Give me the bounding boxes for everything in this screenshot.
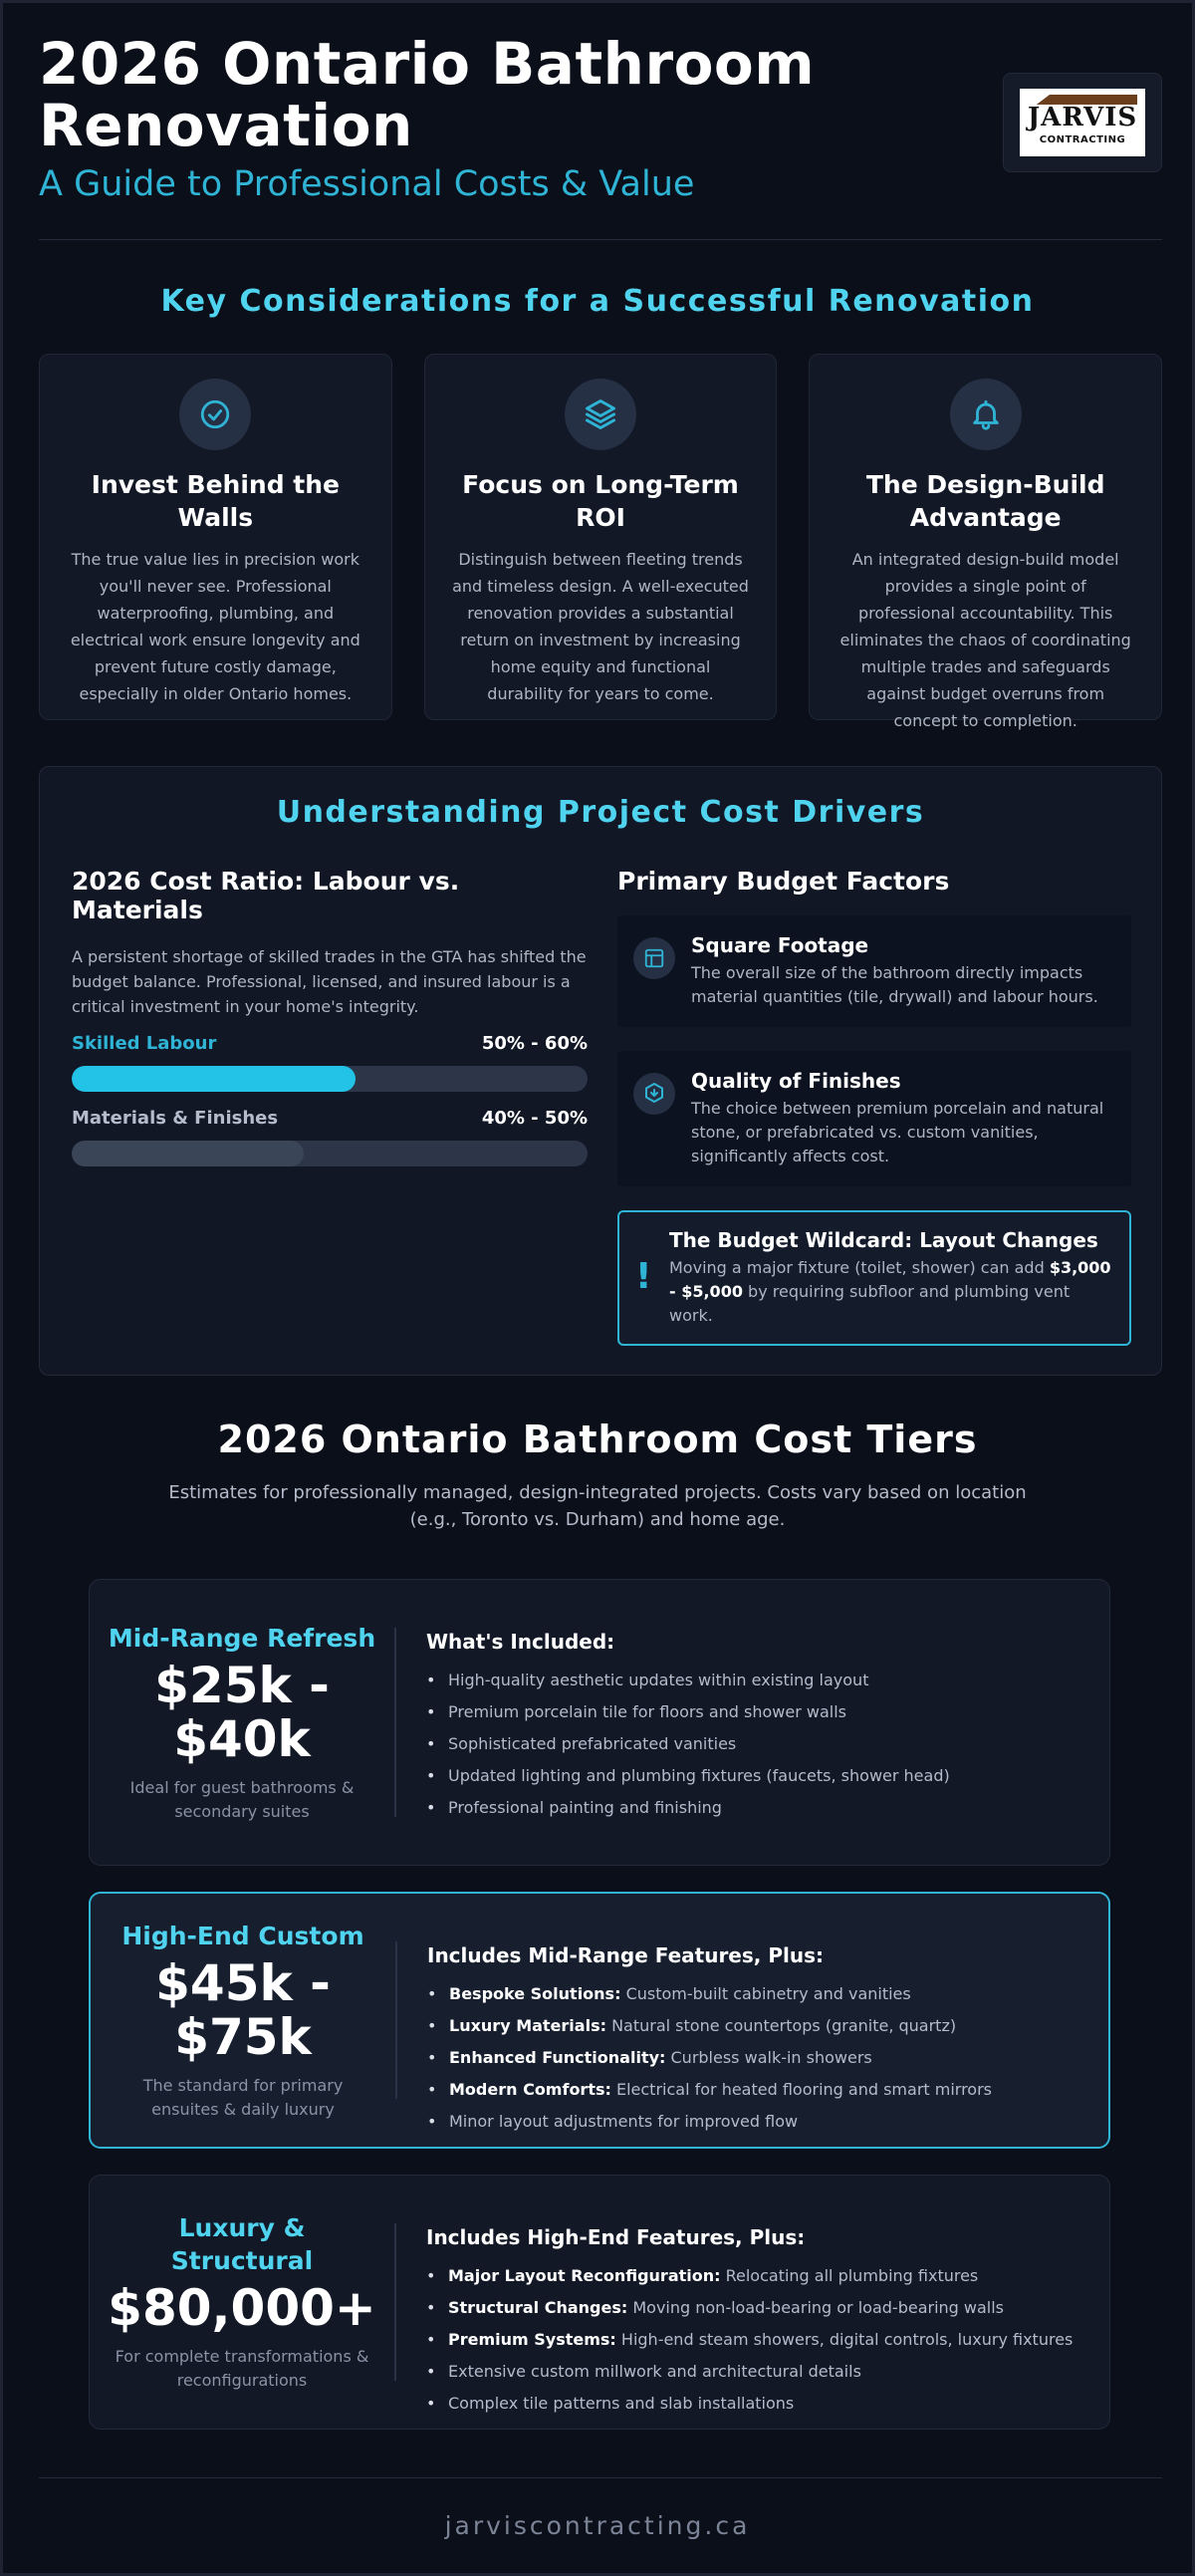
cost-drivers-heading: Understanding Project Cost Drivers xyxy=(276,795,925,830)
download-circle-icon xyxy=(633,1073,675,1115)
materials-bar-track xyxy=(72,1141,588,1166)
tier-feature xyxy=(426,2329,1089,2351)
wildcard-cost: $3,000 - $5,000 xyxy=(669,1258,1111,1301)
labour-range: 50% - 60% xyxy=(481,1033,588,1054)
card-title: Focus on Long-Term ROI xyxy=(462,470,739,532)
tier-price-column xyxy=(90,2176,394,2429)
tier-note: The standard for primary ensuites & daily luxury xyxy=(142,2075,344,2119)
materials-range: 40% - 50% xyxy=(481,1108,588,1129)
materials-bar-fill xyxy=(72,1141,304,1166)
feature-text: Complex tile patterns and slab installations xyxy=(448,2394,795,2413)
materials-label: Materials & Finishes xyxy=(72,1108,279,1129)
company-logo[interactable] xyxy=(1020,89,1145,156)
feature-text: Natural stone countertops (granite, quartz) xyxy=(605,2016,957,2035)
tier-includes xyxy=(426,1630,1089,1829)
factor-quality-finishes xyxy=(617,1051,1131,1186)
tier-includes-title: Includes Mid-Range Features, Plus: xyxy=(427,1943,824,1967)
tier-card-luxury xyxy=(89,2175,1110,2430)
factor-title: Quality of Finishes xyxy=(691,1069,901,1093)
labour-bar-labels xyxy=(72,1033,588,1054)
factor-title: Square Footage xyxy=(691,933,869,957)
tier-feature xyxy=(426,1765,1089,1787)
tier-feature xyxy=(426,1797,1089,1819)
tier-feature xyxy=(426,1670,1089,1691)
feature-bold: Premium Systems: xyxy=(448,2330,616,2349)
bell-icon xyxy=(950,379,1022,450)
factor-square-footage xyxy=(617,915,1131,1027)
exclamation-icon: ! xyxy=(635,1256,652,1297)
page-title: 2026 Ontario Bathroom Renovation xyxy=(39,30,816,159)
tier-name: Mid-Range Refresh xyxy=(108,1623,376,1653)
labour-bar-track xyxy=(72,1066,588,1092)
wildcard-text xyxy=(669,1256,1111,1328)
tier-note: For complete transformations & reconfigurations xyxy=(115,2347,369,2390)
wildcard-title: The Budget Wildcard: Layout Changes xyxy=(669,1228,1098,1252)
feature-bold: Major Layout Reconfiguration: xyxy=(448,2266,721,2285)
feature-text: Professional painting and finishing xyxy=(448,1798,722,1817)
tier-feature xyxy=(427,2047,1088,2069)
tier-feature xyxy=(426,1733,1089,1755)
tier-feature xyxy=(427,2111,1088,2133)
cost-ratio-title: 2026 Cost Ratio: Labour vs. Materials xyxy=(72,867,460,924)
tier-price-column xyxy=(90,1580,394,1865)
feature-text: Relocating all plumbing fixtures xyxy=(720,2266,979,2285)
feature-bold: Luxury Materials: xyxy=(449,2016,606,2035)
tier-price: $80,000+ xyxy=(108,2279,376,2337)
feature-text: Custom-built cabinetry and vanities xyxy=(620,1984,911,2003)
tier-feature xyxy=(427,1983,1088,2005)
feature-text: High-end steam showers, digital controls, luxury fixtures xyxy=(615,2330,1074,2349)
tier-card-mid-range xyxy=(89,1579,1110,1866)
tier-feature xyxy=(426,2265,1089,2287)
factor-text: The choice between premium porcelain and natural stone, or prefabricated vs. custom vanities, significantly affects cost. xyxy=(691,1099,1104,1165)
factor-text: The overall size of the bathroom directly impacts material quantities (tile, drywall) and labour hours. xyxy=(691,963,1098,1006)
card-text: An integrated design-build model provides a single point of professional accountability. This eliminates the chaos of coordinating multiple trades and safeguards against budget overruns from concept to completion. xyxy=(839,550,1131,730)
tier-feature xyxy=(427,2079,1088,2101)
considerations-cards xyxy=(39,354,1162,730)
page-subtitle: A Guide to Professional Costs & Value xyxy=(39,164,695,204)
tier-feature-list xyxy=(426,1670,1089,1819)
tiers-heading: 2026 Ontario Bathroom Cost Tiers xyxy=(217,1417,978,1461)
feature-text: Minor layout adjustments for improved flow xyxy=(449,2112,799,2131)
tier-price: $45k - $75k xyxy=(155,1953,331,2066)
card-title: The Design-Build Advantage xyxy=(865,470,1105,532)
tier-divider xyxy=(395,1941,397,2099)
labour-bar-fill xyxy=(72,1066,356,1092)
card-text: Distinguish between fleeting trends and timeless design. A well-executed renovation provides a substantial return on investment by increasing home equity and functional durability for years to come. xyxy=(452,550,749,703)
feature-bold: Modern Comforts: xyxy=(449,2080,611,2099)
cost-ratio-section xyxy=(72,867,588,1182)
tier-price-column xyxy=(91,1894,395,2147)
header xyxy=(39,30,1162,240)
footer-website-link[interactable]: jarviscontracting.ca xyxy=(444,2511,751,2540)
feature-text: Curbless walk-in showers xyxy=(665,2048,872,2067)
tier-divider xyxy=(394,2223,396,2381)
card-title: Invest Behind the Walls xyxy=(91,470,341,532)
consideration-card xyxy=(424,354,778,720)
logo-brand: JARVIS xyxy=(1027,103,1138,132)
feature-bold: Structural Changes: xyxy=(448,2298,628,2317)
check-circle-icon xyxy=(179,379,251,450)
consideration-card xyxy=(809,354,1162,730)
labour-label: Skilled Labour xyxy=(72,1033,217,1054)
tier-name: High-End Custom xyxy=(121,1921,364,1950)
feature-text: High-quality aesthetic updates within existing layout xyxy=(448,1671,869,1689)
layers-icon xyxy=(565,379,636,450)
tier-includes xyxy=(427,1943,1088,2143)
tier-feature xyxy=(426,2297,1089,2319)
budget-factors-section xyxy=(617,867,1131,1346)
tier-includes xyxy=(426,2225,1089,2425)
consideration-card xyxy=(39,354,392,720)
tier-feature xyxy=(426,1701,1089,1723)
feature-bold: Bespoke Solutions: xyxy=(449,1984,621,2003)
logo-card[interactable] xyxy=(1003,73,1162,172)
tier-card-high-end xyxy=(89,1892,1110,2149)
tier-divider xyxy=(394,1628,396,1817)
tier-feature xyxy=(426,2393,1089,2415)
feature-text: Updated lighting and plumbing fixtures (faucets, shower head) xyxy=(448,1766,950,1785)
feature-text: Premium porcelain tile for floors and shower walls xyxy=(448,1702,847,1721)
logo-subtext: CONTRACTING xyxy=(1039,134,1126,145)
feature-text: Extensive custom millwork and architectural details xyxy=(448,2362,861,2381)
feature-text: Moving non-load-bearing or load-bearing walls xyxy=(627,2298,1005,2317)
wildcard-text-before: Moving a major fixture (toilet, shower) can add xyxy=(669,1258,1050,1277)
tier-feature xyxy=(426,2361,1089,2383)
tier-name: Luxury & Structural xyxy=(170,2213,314,2275)
tiers-subheading: Estimates for professionally managed, design-integrated projects. Costs vary based on location (e.g., Toronto vs. Durham) and home age. xyxy=(168,1482,1027,1530)
footer-divider xyxy=(39,2477,1162,2478)
tier-price: $25k - $40k xyxy=(154,1656,330,1768)
feature-text: Sophisticated prefabricated vanities xyxy=(448,1734,737,1753)
tier-feature-list xyxy=(426,2265,1089,2415)
tier-feature xyxy=(427,2015,1088,2037)
layout-icon xyxy=(633,937,675,979)
tier-note: Ideal for guest bathrooms & secondary suites xyxy=(129,1777,355,1821)
tier-feature-list xyxy=(427,1983,1088,2133)
card-text: The true value lies in precision work you'll never see. Professional waterproofing, plumbing, and electrical work ensure longevity and prevent future costly damage, especially in older Ontario homes. xyxy=(70,550,360,703)
wildcard-text-after: by requiring subfloor and plumbing vent work. xyxy=(669,1282,1071,1325)
budget-wildcard-callout xyxy=(617,1210,1131,1346)
feature-text: Electrical for heated flooring and smart mirrors xyxy=(610,2080,993,2099)
tier-includes-title: What's Included: xyxy=(426,1630,615,1654)
tier-includes-title: Includes High-End Features, Plus: xyxy=(426,2225,806,2249)
considerations-heading: Key Considerations for a Successful Renovation xyxy=(160,284,1035,319)
feature-bold: Enhanced Functionality: xyxy=(449,2048,666,2067)
budget-factors-title: Primary Budget Factors xyxy=(617,867,950,896)
materials-bar-labels xyxy=(72,1108,588,1129)
cost-ratio-text: A persistent shortage of skilled trades in the GTA has shifted the budget balance. Professional, licensed, and insured labour is a critical investment in your home's integrity. xyxy=(72,947,587,1016)
cost-drivers-panel xyxy=(39,766,1162,1376)
